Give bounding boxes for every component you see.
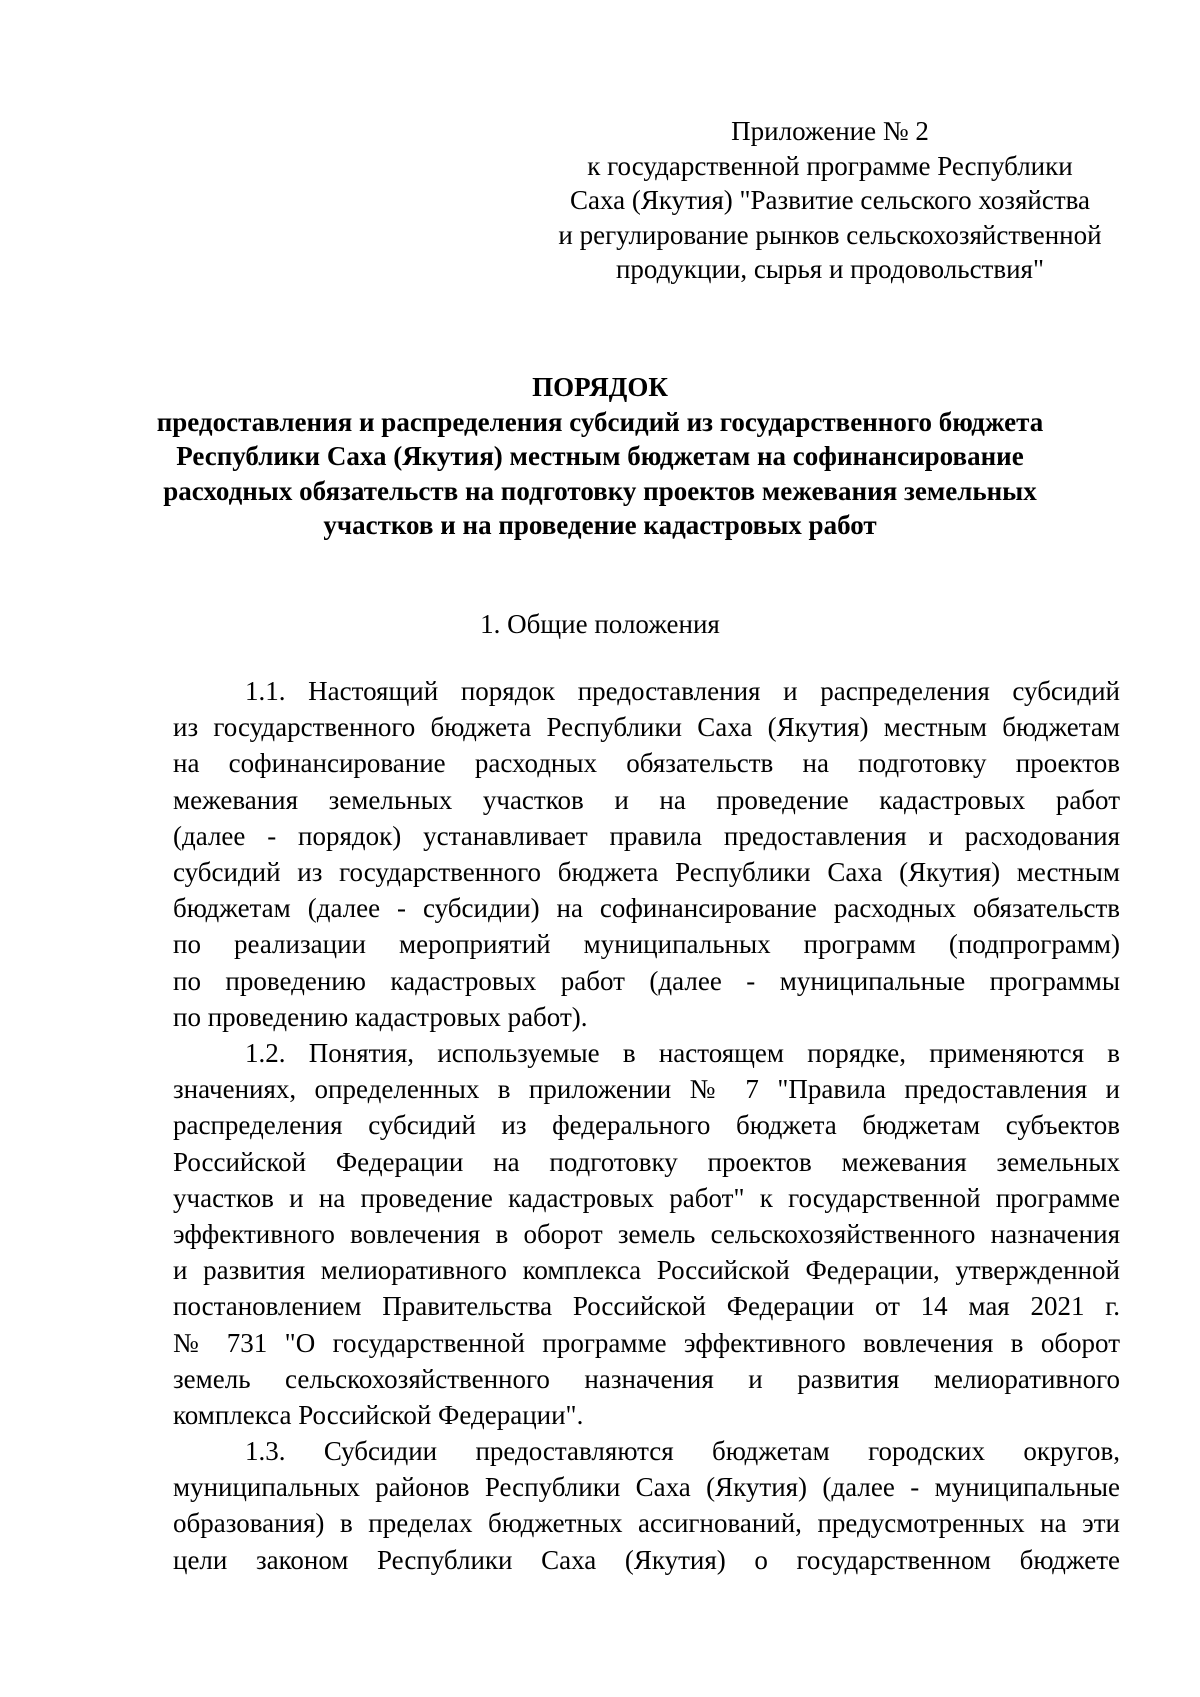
text-line: образования) в пределах бюджетных ассигнований, предусмотренных на эти xyxy=(173,1508,1120,1539)
appendix-note xyxy=(530,114,1130,287)
title-line: предоставления и распределения субсидий из государственного бюджета xyxy=(156,406,1044,437)
text-line: земель сельскохозяйственного назначения и развития мелиоративного xyxy=(173,1363,1120,1394)
paragraph-1-2 xyxy=(173,1035,1120,1433)
document-title xyxy=(150,370,1050,543)
paragraph-1-1 xyxy=(173,673,1120,1035)
text-line: распределения субсидий из федерального бюджета бюджетам субъектов xyxy=(173,1110,1120,1141)
text-line: 1.2. Понятия, используемые в настоящем порядке, применяются в xyxy=(245,1038,1120,1068)
title-line: расходных обязательств на подготовку проектов межевания земельных xyxy=(163,475,1037,506)
text-line: эффективного вовлечения в оборот земель сельскохозяйственного назначения xyxy=(173,1218,1120,1249)
text-line: по проведению кадастровых работ (далее - муниципальные программы xyxy=(173,965,1120,996)
text-line: межевания земельных участков и на проведение кадастровых работ xyxy=(173,784,1120,815)
section-heading: 1. Общие положения xyxy=(480,609,720,639)
text-line: постановлением Правительства Российской Федерации от 14 мая 2021 г. xyxy=(173,1291,1120,1322)
paragraph-1-3 xyxy=(173,1433,1120,1578)
text-line: комплекса Российской Федерации". xyxy=(173,1399,584,1430)
text-line: цели законом Республики Саха (Якутия) о государственном бюджете xyxy=(173,1544,1120,1575)
text-line: (далее - порядок) устанавливает правила предоставления и расходования xyxy=(173,820,1120,851)
appendix-line: Приложение № 2 xyxy=(731,116,929,146)
text-line: из государственного бюджета Республики Саха (Якутия) местным бюджетам xyxy=(173,712,1120,743)
text-line: 1.3. Субсидии предоставляются бюджетам городских округов, xyxy=(245,1436,1120,1466)
title-heading: ПОРЯДОК xyxy=(532,372,668,402)
text-line: Российской Федерации на подготовку проектов межевания земельных xyxy=(173,1146,1120,1177)
text-line: значениях, определенных в приложении № 7 "Правила предоставления и xyxy=(173,1074,1120,1105)
appendix-line: к государственной программе Республики xyxy=(587,150,1073,181)
text-line: бюджетам (далее - субсидии) на софинансирование расходных обязательств xyxy=(173,893,1120,924)
text-line: 1.1. Настоящий порядок предоставления и распределения субсидий xyxy=(245,676,1120,706)
text-line: на софинансирование расходных обязательств на подготовку проектов xyxy=(173,748,1120,779)
text-line: муниципальных районов Республики Саха (Якутия) (далее - муниципальные xyxy=(173,1472,1120,1503)
text-line: субсидий из государственного бюджета Республики Саха (Якутия) местным xyxy=(173,856,1120,887)
text-line: по реализации мероприятий муниципальных программ (подпрограмм) xyxy=(173,929,1120,960)
appendix-line: Саха (Якутия) "Развитие сельского хозяйства xyxy=(569,185,1090,215)
text-line: и развития мелиоративного комплекса Российской Федерации, утвержденной xyxy=(173,1255,1120,1286)
appendix-line: и регулирование рынков сельскохозяйственной xyxy=(558,219,1102,250)
appendix-line: продукции, сырья и продовольствия" xyxy=(615,254,1044,284)
text-line: участков и на проведение кадастровых работ" к государственной программе xyxy=(173,1182,1120,1213)
text-line: № 731 "О государственной программе эффективного вовлечения в оборот xyxy=(173,1327,1120,1358)
title-line: участков и на проведение кадастровых работ xyxy=(323,510,877,540)
text-line: по проведению кадастровых работ). xyxy=(173,1001,588,1032)
title-line: Республики Саха (Якутия) местным бюджетам на софинансирование xyxy=(176,441,1024,471)
